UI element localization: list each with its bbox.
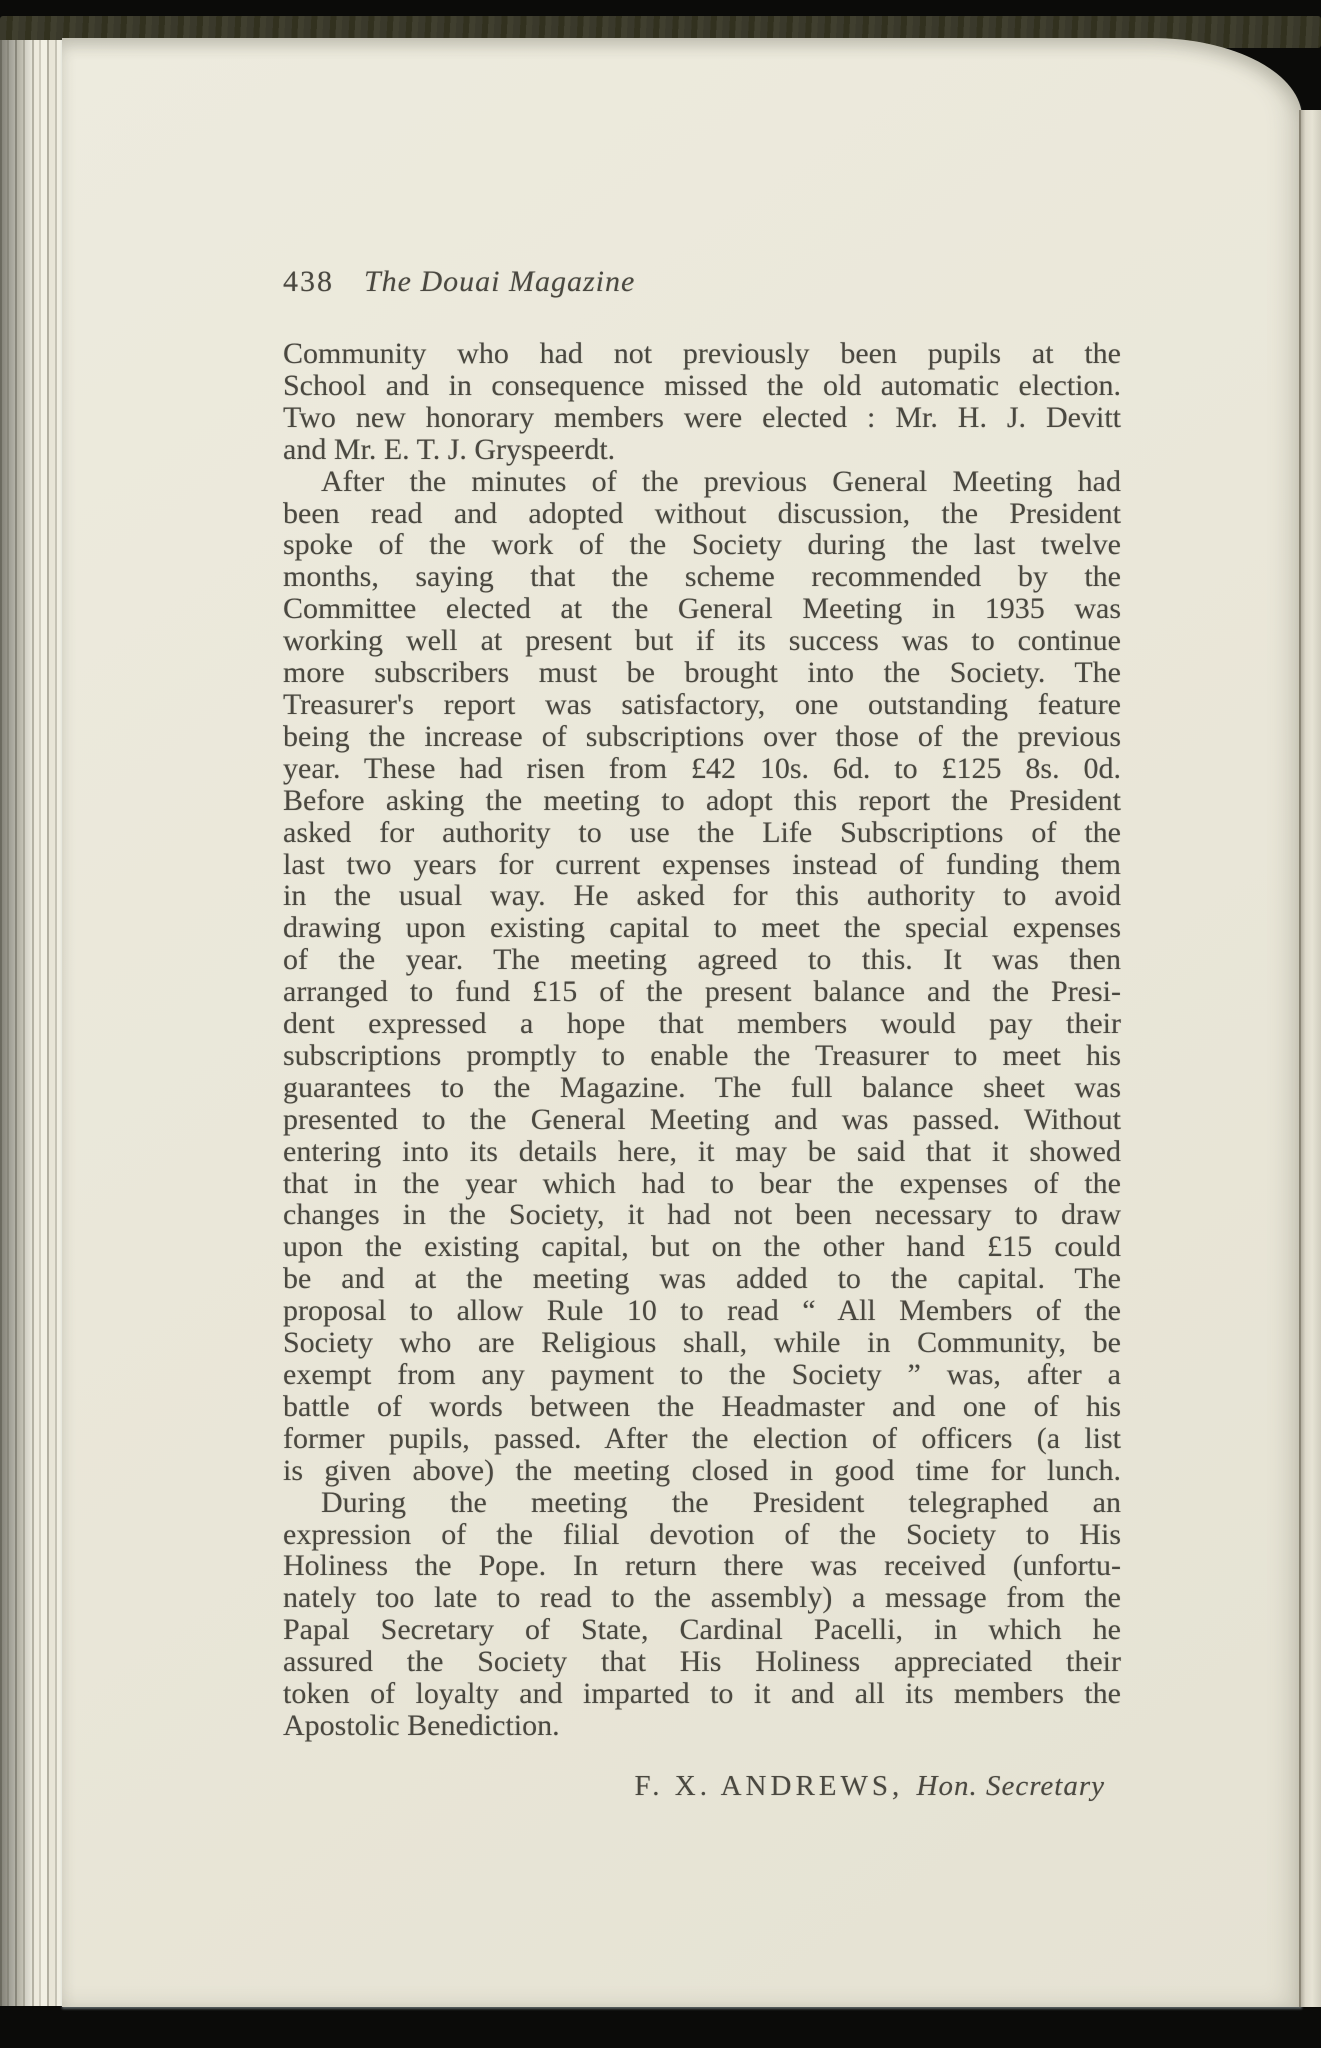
text-line: is given above) the meeting closed in good time for lunch.: [283, 1453, 1121, 1487]
text-line: dent expressed a hope that members would pay their: [283, 1007, 1121, 1041]
text-line: in the usual way. He asked for this authority to avoid: [283, 879, 1121, 913]
signature-name: F. X. ANDREWS,: [634, 1770, 904, 1802]
text-line: Apostolic Benediction.: [283, 1708, 560, 1742]
magazine-title: The Douai Magazine: [364, 265, 636, 298]
gutter-crease: [1299, 110, 1321, 2007]
page-header: [283, 266, 1121, 300]
text-line: former pupils, passed. After the election of officers (a list: [283, 1421, 1121, 1455]
text-line: Treasurer's report was satisfactory, one outstanding feature: [283, 687, 1121, 721]
text-line: asked for authority to use the Life Subscriptions of the: [283, 815, 1121, 849]
text-line: battle of words between the Headmaster and one of his: [283, 1389, 1121, 1423]
text-line: months, saying that the scheme recommended by the: [283, 560, 1121, 594]
text-line: Papal Secretary of State, Cardinal Pacelli, in which he: [283, 1613, 1121, 1647]
text-line: subscriptions promptly to enable the Treasurer to meet his: [283, 1038, 1121, 1072]
text-line: entering into its details here, it may be said that it showed: [283, 1134, 1121, 1168]
text-line: Society who are Religious shall, while in Community, be: [283, 1326, 1121, 1360]
text-line: presented to the General Meeting and was passed. Without: [283, 1102, 1121, 1136]
text-line: token of loyalty and imparted to it and all its members the: [283, 1677, 1121, 1711]
text-line: proposal to allow Rule 10 to read “ All Members of the: [283, 1294, 1121, 1328]
text-line: Holiness the Pope. In return there was received (unfortu-: [283, 1549, 1121, 1583]
text-line: more subscribers must be brought into the Society. The: [283, 656, 1121, 690]
text-line: and Mr. E. T. J. Gryspeerdt.: [283, 432, 616, 466]
text-line: last two years for current expenses instead of funding them: [283, 847, 1121, 881]
text-line: be and at the meeting was added to the capital. The: [283, 1262, 1121, 1296]
text-line: working well at present but if its success was to continue: [283, 624, 1121, 658]
text-line: changes in the Society, it had not been necessary to draw: [283, 1198, 1121, 1232]
text-line: assured the Society that His Holiness appreciated their: [283, 1645, 1121, 1679]
text-line: been read and adopted without discussion, the President: [283, 496, 1121, 530]
text-line: of the year. The meeting agreed to this. It was then: [283, 943, 1121, 977]
text-line: School and in consequence missed the old automatic election.: [283, 368, 1121, 402]
text-line: After the minutes of the previous General Meeting had: [321, 464, 1121, 498]
text-line: Before asking the meeting to adopt this report the President: [283, 783, 1121, 817]
page-number: 438: [283, 265, 334, 298]
text-line: that in the year which had to bear the expenses of the: [283, 1166, 1121, 1200]
text-line: drawing upon existing capital to meet the special expenses: [283, 911, 1121, 945]
text-line: upon the existing capital, but on the other hand £15 could: [283, 1230, 1121, 1264]
text-line: being the increase of subscriptions over those of the previous: [283, 719, 1121, 753]
fore-edge-shadow: [0, 40, 64, 2006]
signature-role: Hon. Secretary: [916, 1770, 1105, 1802]
text-line: During the meeting the President telegraphed an: [321, 1485, 1121, 1519]
text-line: Two new honorary members were elected : Mr. H. J. Devitt: [283, 400, 1121, 434]
text-line: arranged to fund £15 of the present balance and the Presi-: [283, 975, 1121, 1009]
text-line: Committee elected at the General Meeting in 1935 was: [283, 592, 1121, 626]
page-body: [283, 338, 1121, 1742]
signature: [283, 1770, 1121, 1802]
text-line: exempt from any payment to the Society ” was, after a: [283, 1358, 1121, 1391]
text-line: year. These had risen from £42 10s. 6d. to £125 8s. 0d.: [283, 751, 1121, 785]
text-line: nately too late to read to the assembly) a message from the: [283, 1581, 1121, 1615]
text-line: guarantees to the Magazine. The full balance sheet was: [283, 1070, 1121, 1104]
text-line: spoke of the work of the Society during the last twelve: [283, 528, 1121, 562]
book-page: [62, 38, 1302, 2007]
text-line: expression of the filial devotion of the Society to His: [283, 1517, 1121, 1551]
text-line: Community who had not previously been pupils at the: [283, 337, 1121, 370]
